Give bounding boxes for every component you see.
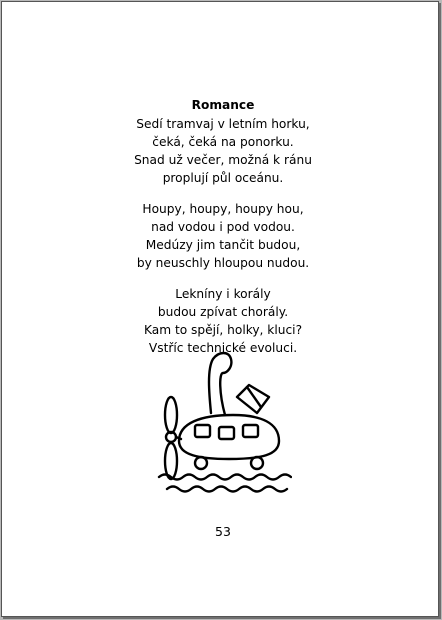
poem-line: Sedí tramvaj v letním horku,: [136, 117, 310, 131]
poem-line: Medúzy jim tančit budou,: [145, 238, 301, 252]
submarine-tram-illustration: [157, 347, 292, 499]
poem-line: Vstříc technické evoluci.: [148, 341, 298, 355]
poem-line: Lekníny i korály: [175, 287, 271, 301]
document-page: [1, 1, 439, 617]
poem-line: budou zpívat chorály.: [157, 305, 289, 319]
poem-line: by neuschly hloupou nudou.: [136, 256, 310, 270]
poem: [2, 96, 442, 370]
poem-title: Romance: [191, 98, 255, 112]
page-number: 53: [215, 524, 231, 539]
poem-line: Snad už večer, možná k ránu: [134, 153, 312, 167]
stanza-2: [2, 200, 442, 272]
poem-line: Kam to spějí, holky, kluci?: [143, 323, 303, 337]
poem-line: nad vodou i pod vodou.: [151, 220, 295, 234]
poem-line: proplují půl oceánu.: [162, 171, 284, 185]
poem-line: čeká, čeká na ponorku.: [152, 135, 294, 149]
stanza-1: [2, 115, 442, 187]
poem-line: Houpy, houpy, houpy hou,: [142, 202, 304, 216]
